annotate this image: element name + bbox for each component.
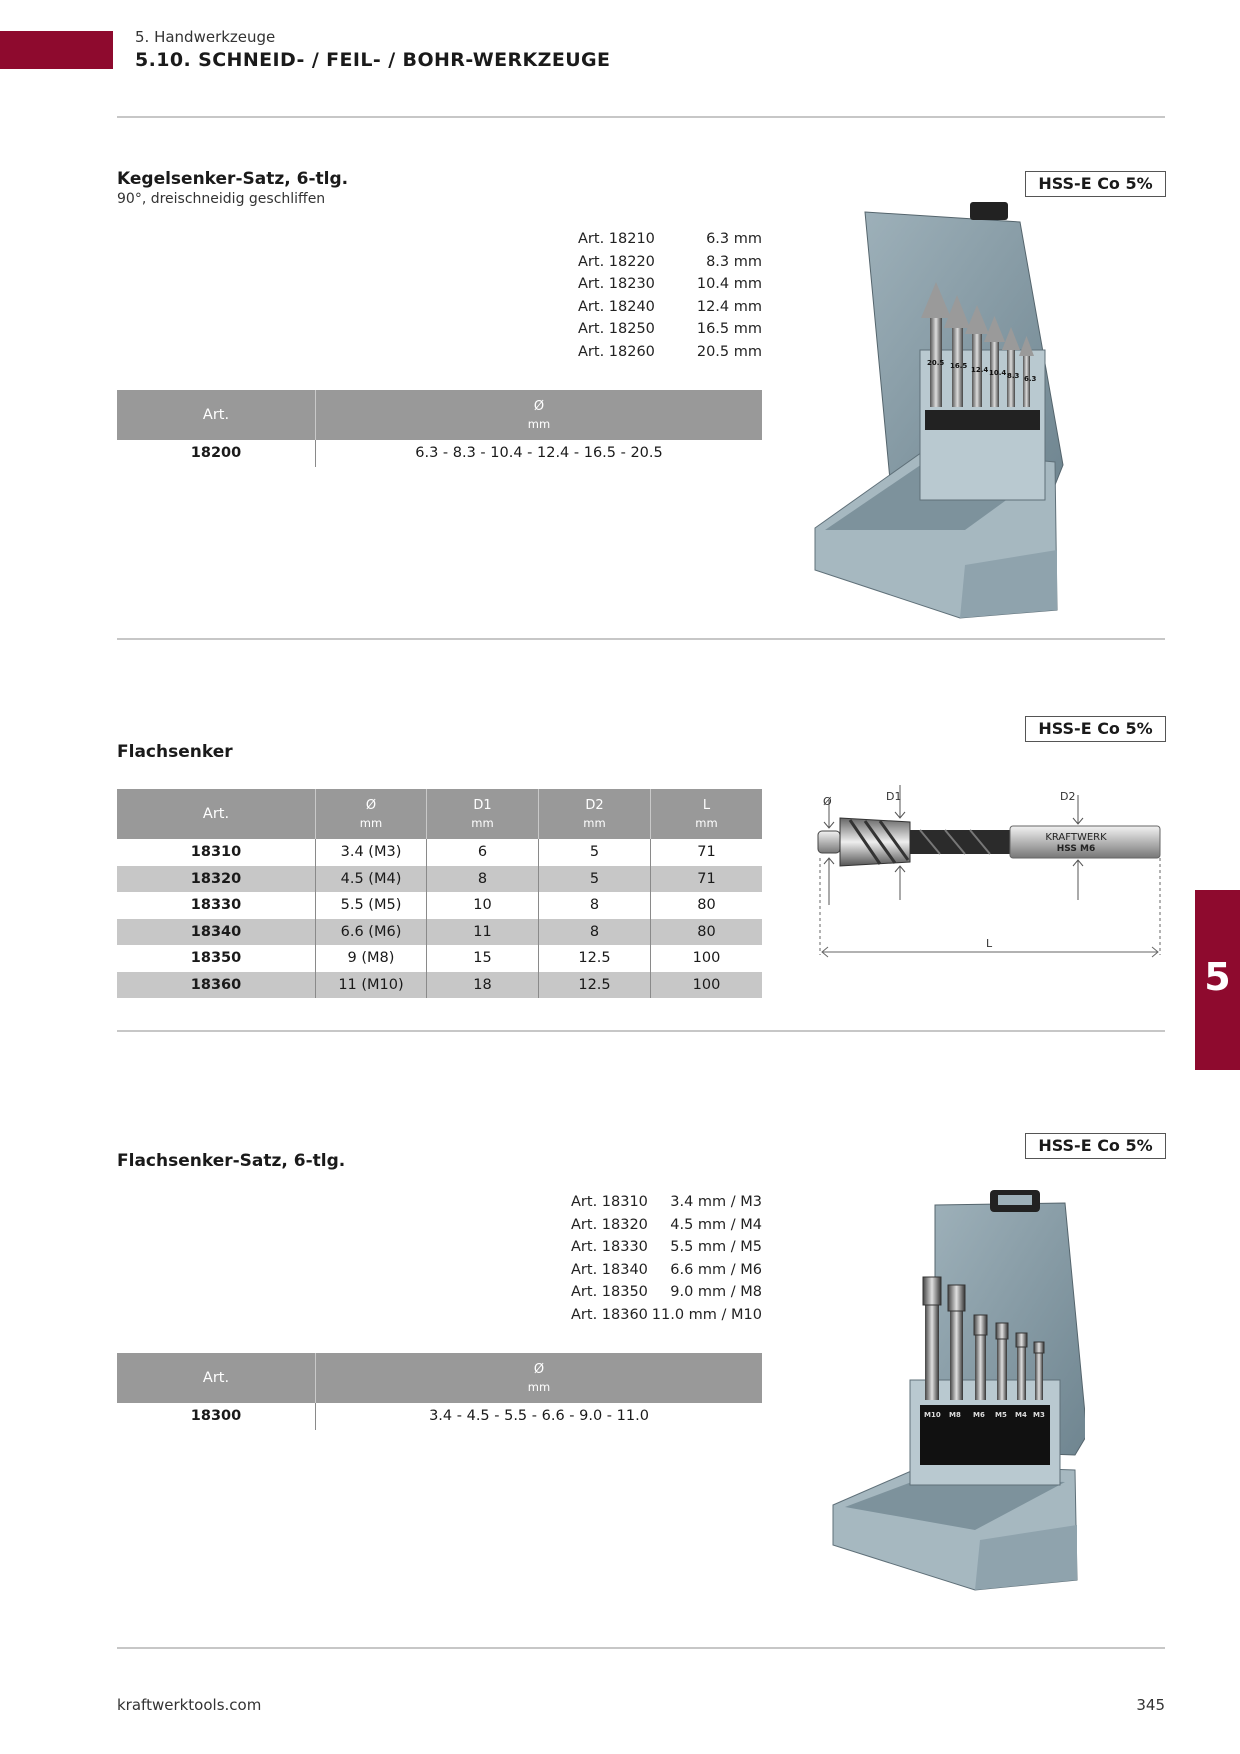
header-accent-bar	[0, 31, 113, 69]
material-badge: HSS-E Co 5%	[1025, 716, 1166, 742]
table-row: 18340 6.6 (M6) 11 8 80	[117, 919, 762, 946]
size-label: M3	[1033, 1411, 1045, 1419]
table-header-art: Art.	[117, 390, 316, 440]
d1-label: D1	[886, 790, 902, 803]
article-list-item: Art. 18260 20.5 mm	[578, 343, 762, 360]
table-row: 18320 4.5 (M4) 8 5 71	[117, 866, 762, 893]
table-header-length: L mm	[651, 789, 763, 839]
size-label: 10.4	[989, 369, 1007, 377]
footer-url: kraftwerktools.com	[117, 1696, 262, 1714]
divider	[117, 1647, 1165, 1649]
article-list-item: Art. 18350 9.0 mm / M8	[571, 1284, 762, 1301]
size-label: M4	[1015, 1411, 1027, 1419]
divider	[117, 638, 1165, 640]
diameter-label: Ø	[823, 795, 832, 808]
table-row: 18330 5.5 (M5) 10 8 80	[117, 892, 762, 919]
product-title: Flachsenker	[117, 742, 233, 762]
table-row: 18300 3.4 - 4.5 - 5.5 - 6.6 - 9.0 - 11.0	[117, 1403, 762, 1430]
countersink-set-image	[805, 200, 1065, 620]
divider	[117, 116, 1165, 118]
article-list-item: Art. 18250 16.5 mm	[578, 321, 762, 338]
table-row: 18200 6.3 - 8.3 - 10.4 - 12.4 - 16.5 - 20.5	[117, 440, 762, 467]
size-label: 8.3	[1007, 372, 1020, 380]
table-header-diameter: Ø mm	[316, 789, 427, 839]
d2-label: D2	[1060, 790, 1076, 803]
article-list-item: Art. 18230 10.4 mm	[578, 276, 762, 293]
table-header-diameter: Ø mm	[316, 1353, 763, 1403]
size-label: 6.3	[1024, 375, 1037, 383]
article-list-item: Art. 18310 3.4 mm / M3	[571, 1194, 762, 1210]
table-header-diameter: Ø mm	[316, 390, 763, 440]
size-label: M6	[973, 1411, 985, 1419]
table-header-art: Art.	[117, 789, 316, 839]
article-list-item: Art. 18320 4.5 mm / M4	[571, 1216, 762, 1233]
article-list-item: Art. 18220 8.3 mm	[578, 253, 762, 270]
size-label: M5	[995, 1411, 1007, 1419]
article-list-item: Art. 18330 5.5 mm / M5	[571, 1239, 762, 1256]
length-label: L	[986, 937, 993, 950]
size-label: 20.5	[927, 359, 945, 367]
size-label: M8	[949, 1411, 961, 1419]
product-subtitle: 90°, dreischneidig geschliffen	[117, 191, 326, 207]
spec-table	[117, 1353, 762, 1430]
table-row: 18310 3.4 (M3) 6 5 71	[117, 839, 762, 866]
shank-marking-text: HSS M6	[1056, 844, 1096, 854]
article-list	[578, 231, 762, 367]
table-row: 18350 9 (M8) 15 12.5 100	[117, 945, 762, 972]
material-badge: HSS-E Co 5%	[1025, 171, 1166, 197]
table-row: 18360 11 (M10) 18 12.5 100	[117, 972, 762, 999]
article-list-item: Art. 18340 6.6 mm / M6	[571, 1261, 762, 1278]
size-label: 12.4	[971, 366, 989, 374]
chapter-side-number: 5	[1204, 955, 1231, 999]
table-header-d1: D1 mm	[427, 789, 539, 839]
page-number: 345	[1136, 1696, 1165, 1714]
counterbore-set-image	[825, 1185, 1085, 1605]
size-label: M10	[924, 1411, 941, 1419]
table-header-d2: D2 mm	[539, 789, 651, 839]
material-badge: HSS-E Co 5%	[1025, 1133, 1166, 1159]
divider	[117, 1030, 1165, 1032]
spec-table	[117, 789, 762, 998]
spec-table	[117, 390, 762, 467]
article-list-item: Art. 18210 6.3 mm	[578, 231, 762, 247]
product-title: Kegelsenker-Satz, 6-tlg.	[117, 169, 349, 189]
article-list-item: Art. 18360 11.0 mm / M10	[571, 1306, 762, 1323]
section-title: 5.10. SCHNEID- / FEIL- / BOHR-WERKZEUGE	[135, 49, 611, 71]
article-list	[571, 1194, 762, 1330]
counterbore-diagram	[810, 780, 1170, 970]
chapter-label: 5. Handwerkzeuge	[135, 28, 276, 46]
size-label: 16.5	[950, 362, 968, 370]
product-title: Flachsenker-Satz, 6-tlg.	[117, 1151, 346, 1171]
article-list-item: Art. 18240 12.4 mm	[578, 298, 762, 315]
shank-brand-text: KRAFTWERK	[1045, 832, 1107, 843]
table-header-art: Art.	[117, 1353, 316, 1403]
